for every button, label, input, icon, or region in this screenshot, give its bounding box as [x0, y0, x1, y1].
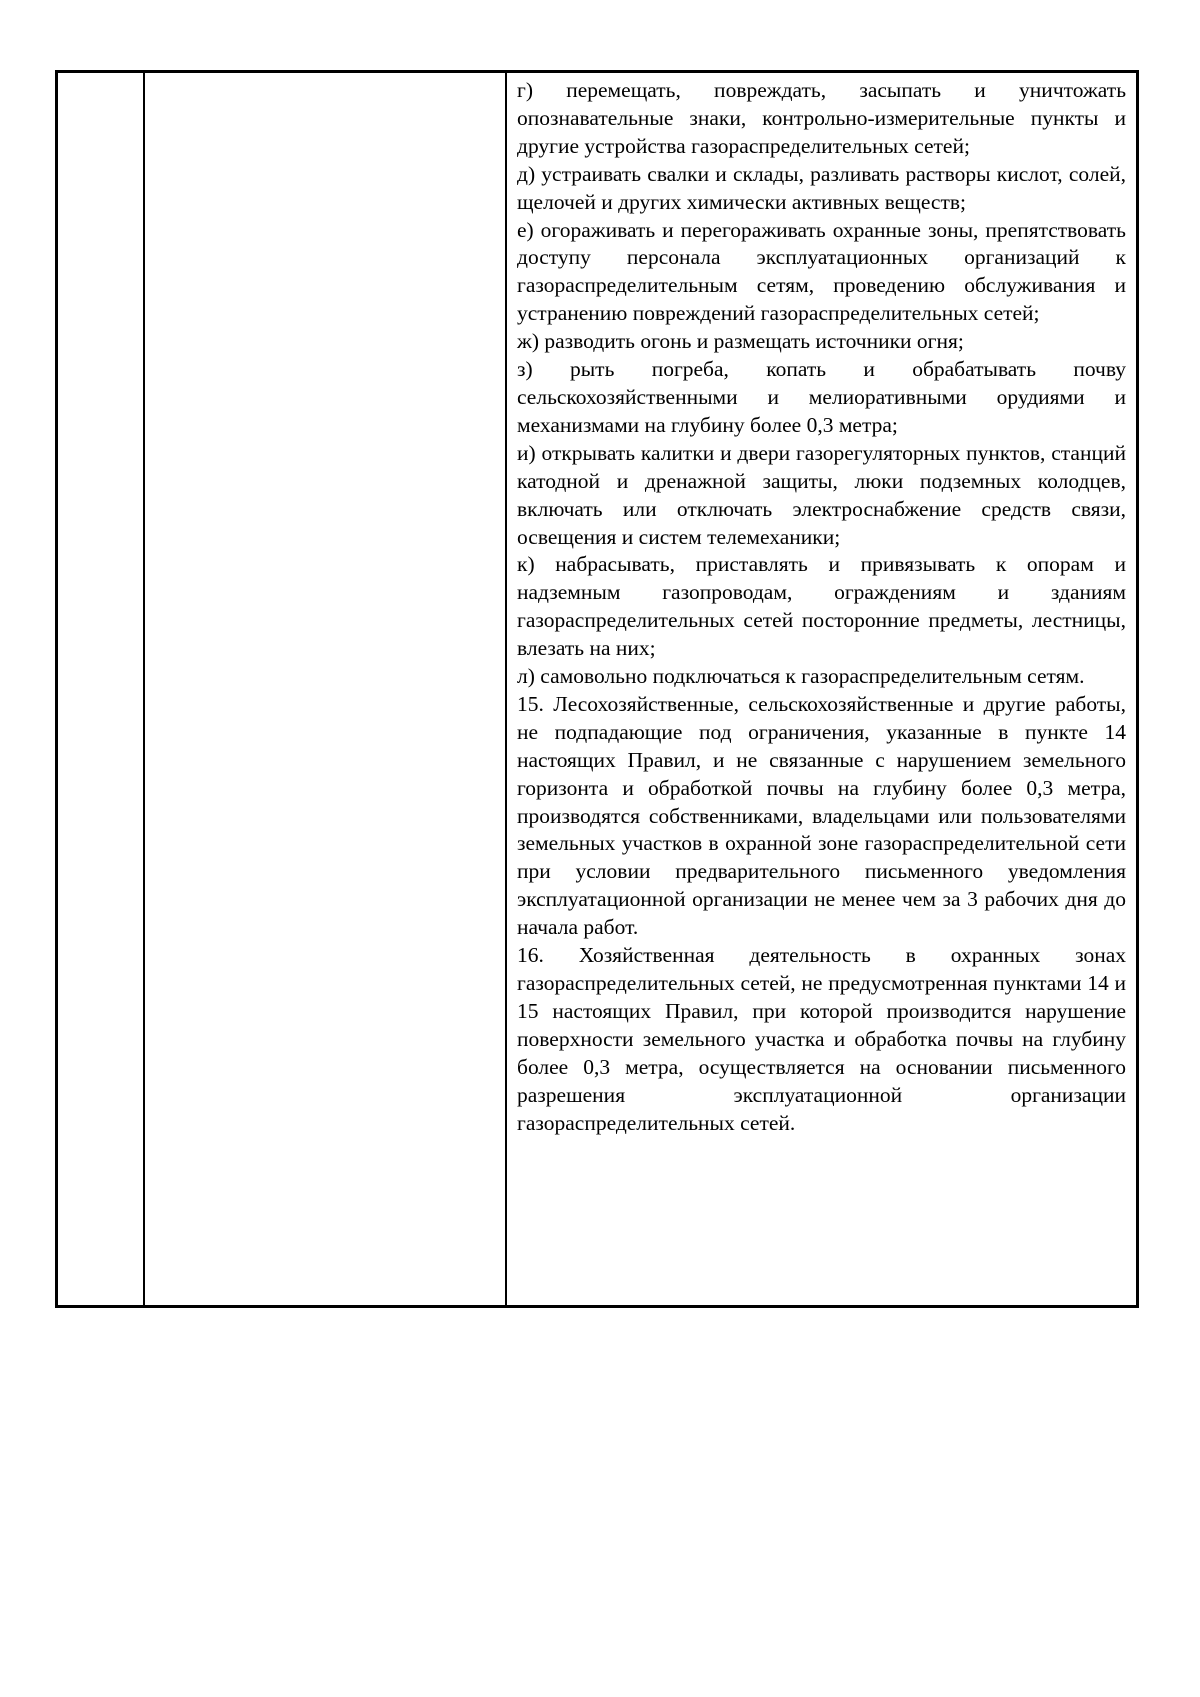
paragraph-item-i: и) открывать калитки и двери газорегуляторных пунктов, станций катодной и дренажной защиты, люки подземных колодцев, включать или отключать электроснабжение средств связи, освещения и систем телемеханики; [517, 440, 1126, 549]
table-row [57, 72, 1138, 1307]
table-cell-title [144, 72, 506, 1307]
cell-title-text [145, 73, 505, 79]
paragraph-item-zh: ж) разводить огонь и размещать источники огня; [517, 329, 964, 354]
table-cell-number [57, 72, 145, 1307]
paragraph-item-l: л) самовольно подключаться к газораспределительным сетям. [517, 664, 1085, 689]
cell-content-text [507, 73, 1136, 1139]
paragraph-item-k: к) набрасывать, приставлять и привязывать к опорам и надземным газопроводам, ограждениям и зданиям газораспределительных сетей посторонние предметы, лестницы, влезать на них; [517, 552, 1126, 661]
paragraph-item-g: г) перемещать, повреждать, засыпать и уничтожать опознавательные знаки, контрольно-измерительные пункты и другие устройства газораспределительных сетей; [517, 78, 1126, 158]
paragraph-clause-15: 15. Лесохозяйственные, сельскохозяйственные и другие работы, не подпадающие под ограничения, указанные в пункте 14 настоящих Правил, и не связанные с нарушением земельного горизонта и обработкой почвы на глубину более 0,3 метра, производятся собственниками, владельцами или пользователями земельных участков в охранной зоне газораспределительной сети при условии предварительного письменного уведомления эксплуатационной организации не менее чем за 3 рабочих дня до начала работ. [517, 691, 1126, 940]
paragraph-item-d: д) устраивать свалки и склады, разливать растворы кислот, солей, щелочей и других химически активных веществ; [517, 161, 1126, 214]
paragraph-clause-16: 16. Хозяйственная деятельность в охранных зонах газораспределительных сетей, не предусмотренная пунктами 14 и 15 настоящих Правил, при которой производится нарушение поверхности земельного участка и обработка почвы на глубину более 0,3 метра, осуществляется на основании письменного разрешения эксплуатационной организации газораспределительных сетей. [517, 943, 1126, 1135]
paragraph-item-z: з) рыть погреба, копать и обрабатывать почву сельскохозяйственными и мелиоративными орудиями и механизмами на глубину более 0,3 метра; [517, 357, 1126, 437]
document-table [55, 70, 1139, 1308]
paragraph-item-e: е) огораживать и перегораживать охранные зоны, препятствовать доступу персонала эксплуатационных организаций к газораспределительным сетям, проведению обслуживания и устранению повреждений газораспределительных сетей; [517, 217, 1126, 326]
table-cell-content [506, 72, 1138, 1307]
cell-number-text [58, 73, 143, 79]
